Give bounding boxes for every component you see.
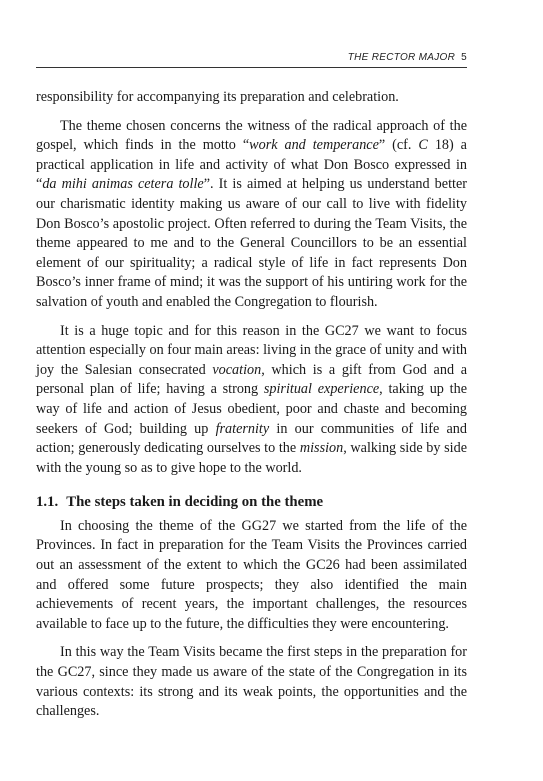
fraternity-italic: fraternity: [215, 420, 270, 437]
header-rule: [36, 67, 467, 68]
running-header: [36, 52, 467, 63]
section-title: The steps taken in deciding on the theme: [66, 494, 324, 511]
spiritual-experience-italic: spiritual experience: [263, 381, 380, 398]
paragraph-theme: The theme chosen concerns the witness of the radical approach of the gospel, which finds in the motto “work and temperance” (cf. C 18) a practical application in life and activity of what Don Bosco expressed in “da mihi animas cetera tolle”. It is aimed at helping us understand better our charismatic identity making us aware of our call to live with fidelity Don Bosco’s apostolic project. Often referred to during the Team Visits, the theme appeared to me and to the General Councillors to be an essential element of our spirituality; a radical style of life in fact represents Don Bosco’s inner frame of mind; it was the support of his untiring work for the salvation of youth and enabled the Congregation to flourish.: [36, 117, 467, 310]
motto-italic: work and temperance: [249, 137, 379, 154]
paragraph-four-areas: It is a huge topic and for this reason in the GC27 we want to focus attention especially on four main areas: living in the grace of unity and with joy the Salesian consecrated vocation, which is a gift from God and a personal plan of life; having a strong spiritual experience, taking up the way of life and action of Jesus obedient, poor and chaste and becoming seekers of God; building up fraternity in our communities of life and action; generously dedicating ourselves to the mission, walking side by side with the young so as to give hope to the world.: [36, 322, 467, 476]
mission-italic: mission: [299, 440, 344, 457]
body-text: [36, 88, 467, 722]
latin-motto-italic: da mihi animas cetera tolle: [42, 176, 204, 193]
section-number: 1.1.: [36, 494, 59, 511]
page-number: 5: [461, 52, 467, 63]
paragraph-continuation: responsibility for accompanying its preparation and celebration.: [36, 89, 399, 105]
section-heading: [36, 493, 467, 513]
constitution-ref-italic: C: [418, 137, 428, 154]
vocation-italic: vocation: [212, 361, 262, 378]
paragraph-team-visits: In this way the Team Visits became the first steps in the preparation for the GC27, since they made us aware of the state of the Congregation in its various contexts: its strong and its weak points, the opportunities and the challenges.: [36, 644, 467, 720]
running-title: THE RECTOR MAJOR: [347, 52, 456, 63]
paragraph-provinces: In choosing the theme of the GG27 we started from the life of the Provinces. In fact in preparation for the Team Visits the Provinces carried out an assessment of the extent to which the GC26 had been assimilated and offered some future prospects; they also identified the main achievements of recent years, the important challenges, the resources available to face up to the future, the difficulties they were encountering.: [36, 517, 467, 632]
